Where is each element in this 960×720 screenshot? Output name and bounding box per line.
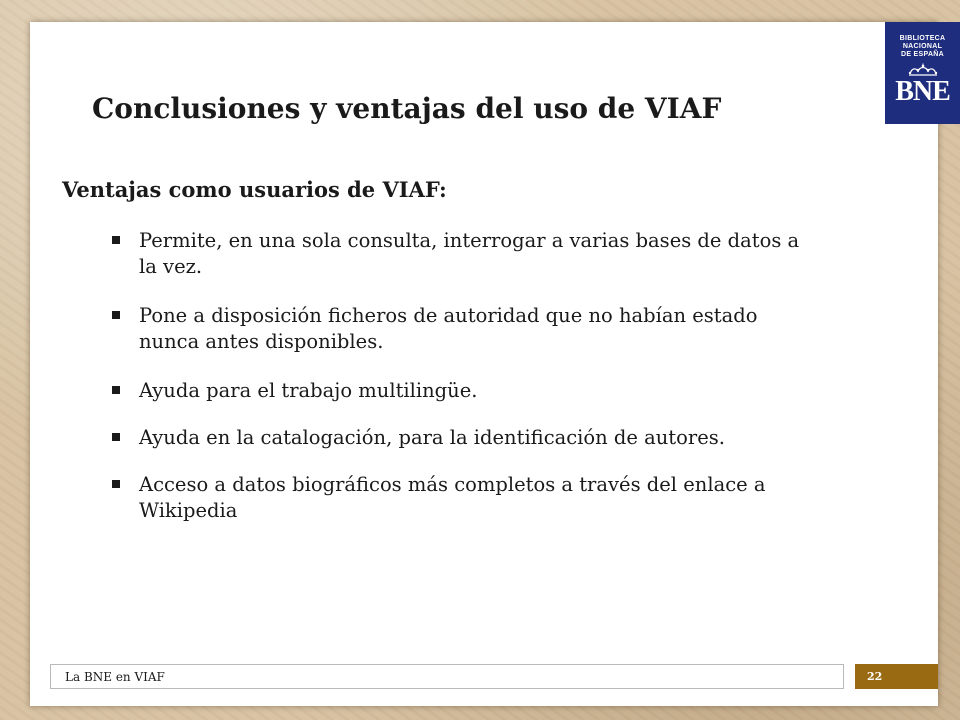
bullet-item <box>108 472 818 524</box>
bullet-text: Acceso a datos biográficos más completos a través del enlace a Wikipedia <box>139 473 766 522</box>
square-bullet-icon <box>112 386 120 394</box>
slide-title: Conclusiones y ventajas del uso de VIAF <box>92 92 722 125</box>
bullet-item <box>108 378 818 404</box>
bullet-text: Pone a disposición ficheros de autoridad que no habían estado nunca antes disponibles. <box>139 304 758 353</box>
bullet-text: Ayuda en la catalogación, para la identificación de autores. <box>139 426 725 449</box>
bne-logo <box>885 22 960 124</box>
footer-label: La BNE en VIAF <box>65 670 165 684</box>
logo-acronym: BNE <box>895 76 950 107</box>
page-number-box <box>855 664 938 689</box>
bullet-item <box>108 303 818 355</box>
bullet-item <box>108 228 818 280</box>
logo-text-line-1: BIBLIOTECA <box>899 35 946 42</box>
logo-text-line-2: NACIONAL <box>902 43 943 50</box>
bullet-text: Ayuda para el trabajo multilingüe. <box>139 379 478 402</box>
footer-bar <box>50 664 844 689</box>
bullet-text: Permite, en una sola consulta, interrogar a varias bases de datos a la vez. <box>139 229 800 278</box>
square-bullet-icon <box>112 433 120 441</box>
slide-subtitle: Ventajas como usuarios de VIAF: <box>62 177 447 202</box>
square-bullet-icon <box>112 311 120 319</box>
square-bullet-icon <box>112 236 120 244</box>
bullet-item <box>108 425 818 451</box>
bullet-list <box>108 228 818 547</box>
logo-text-line-3: DE ESPAÑA <box>900 51 945 58</box>
square-bullet-icon <box>112 480 120 488</box>
page-number: 22 <box>867 670 883 683</box>
